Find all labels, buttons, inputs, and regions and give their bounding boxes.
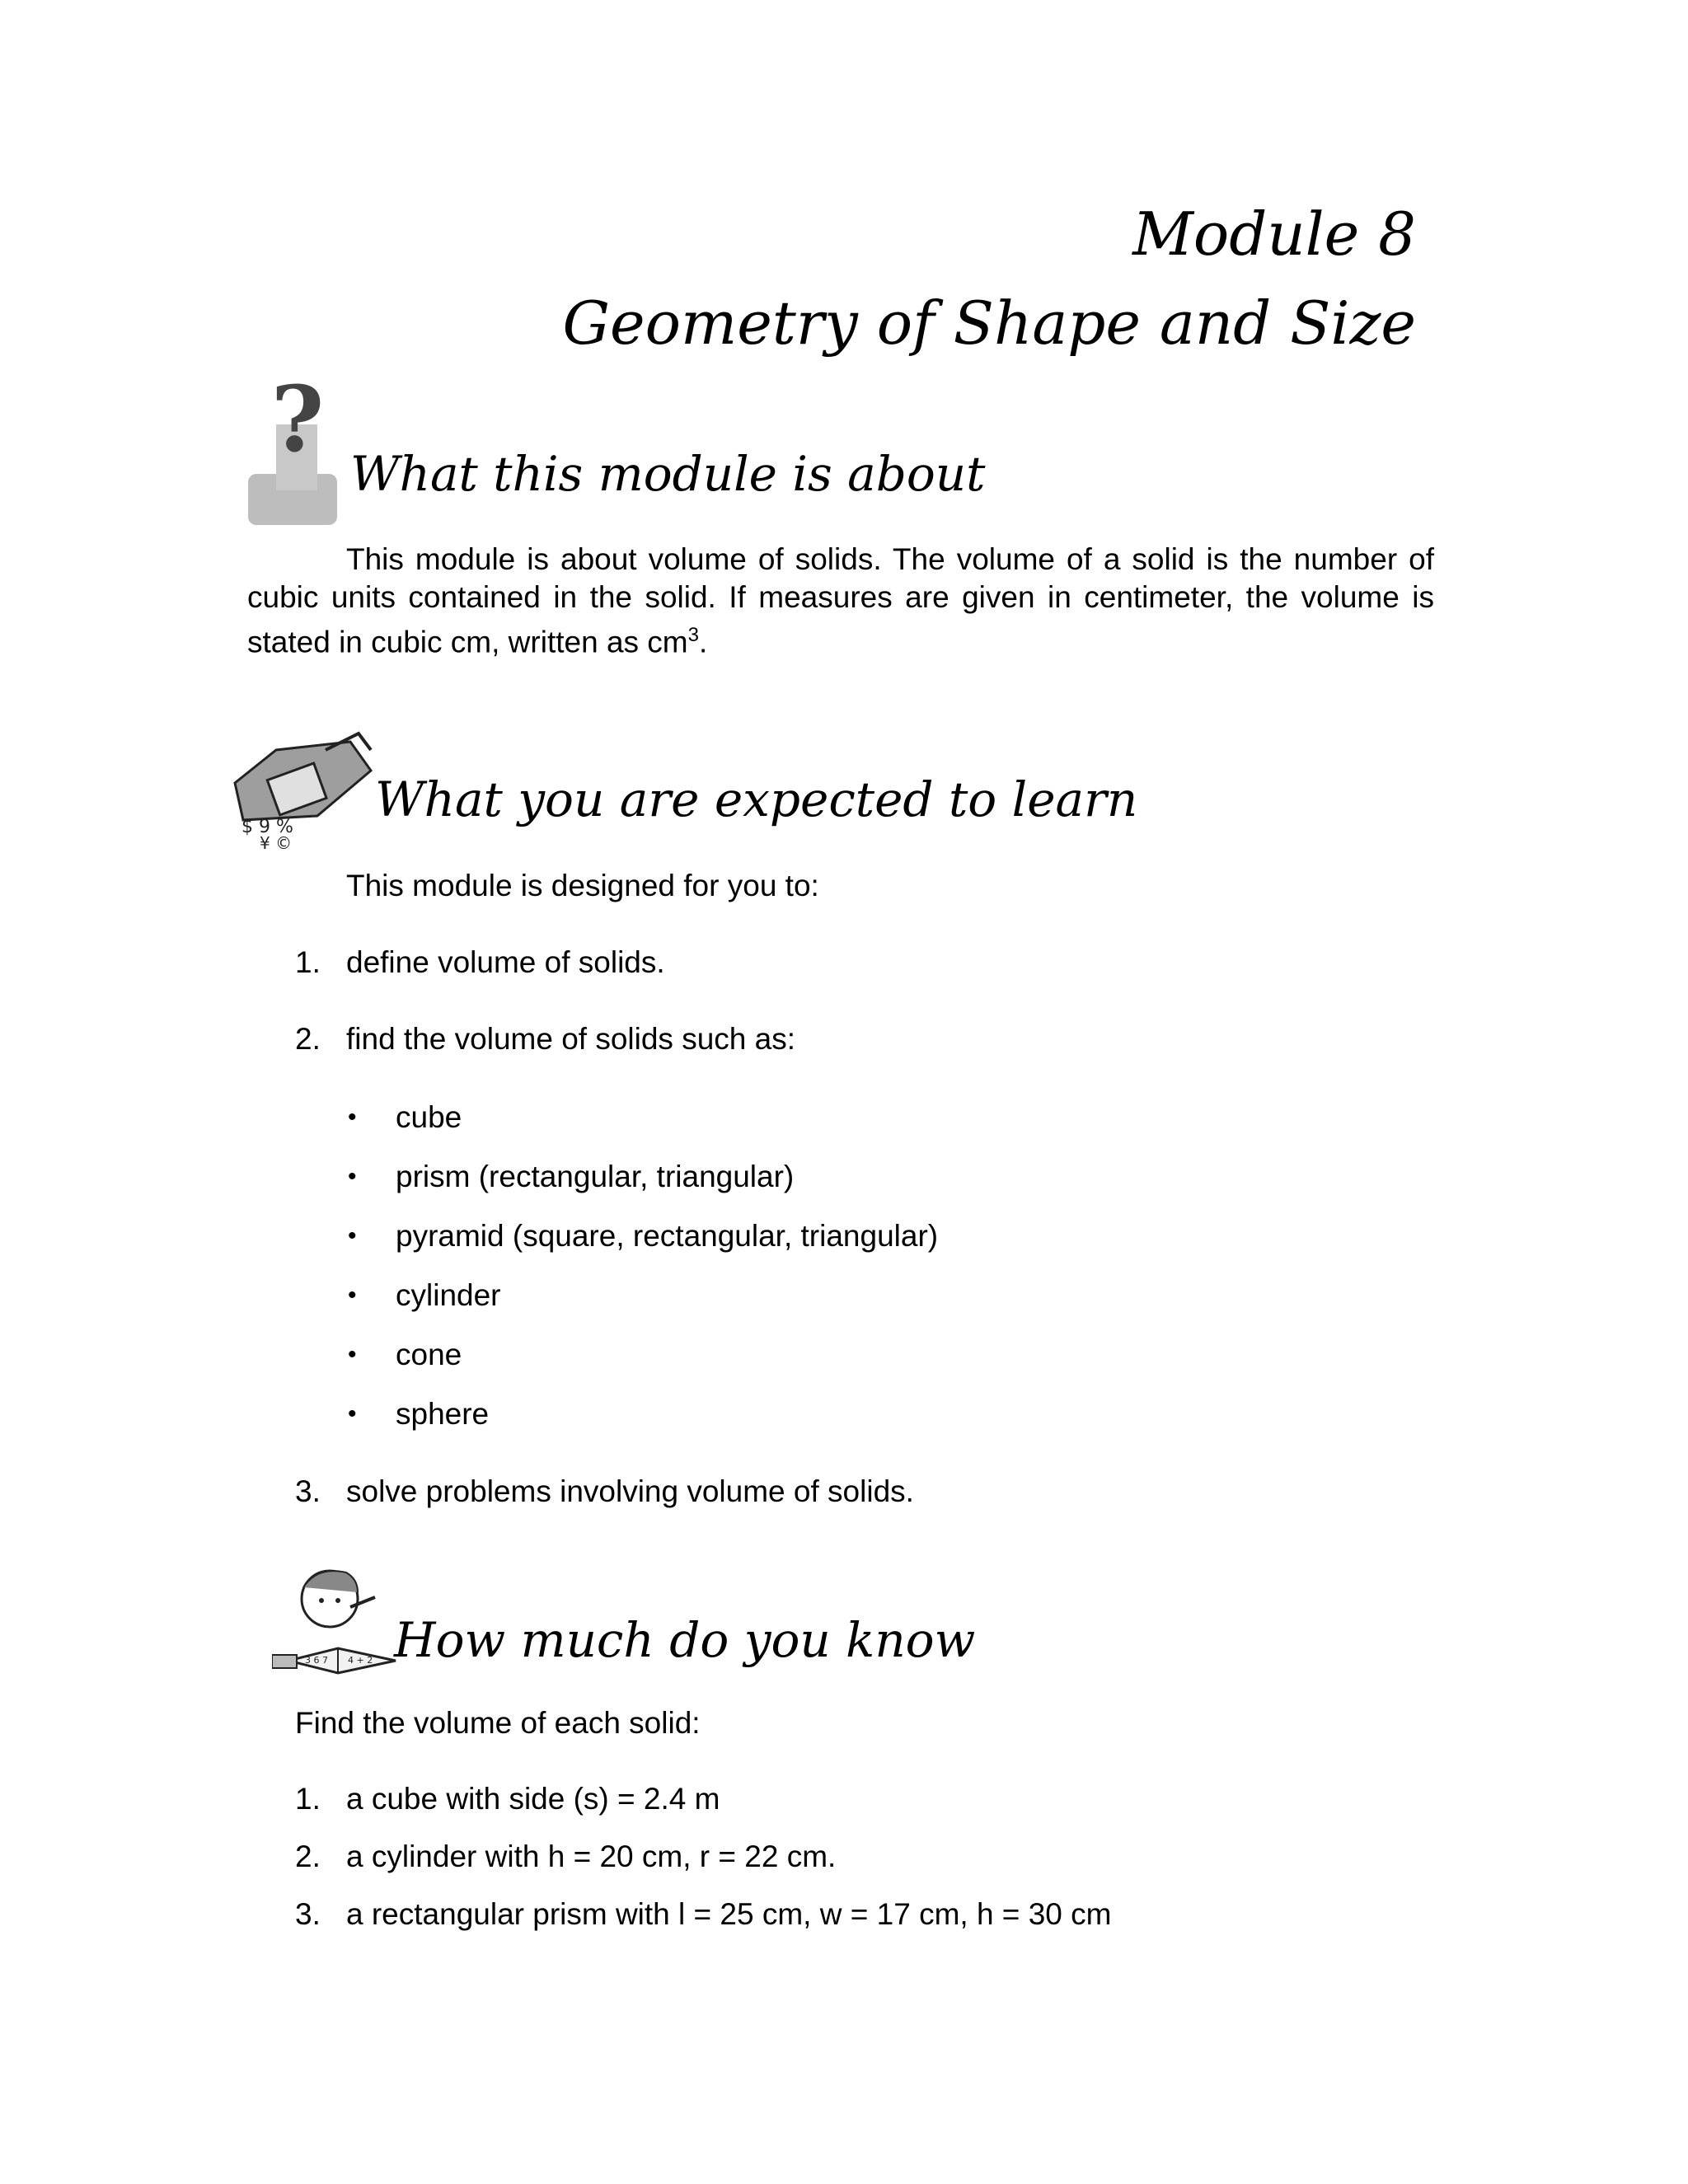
- question-mark-stand-icon: [243, 375, 350, 536]
- learn-intro: This module is designed for you to:: [346, 869, 819, 902]
- bullet-marker: •: [348, 1341, 357, 1368]
- module-subtitle: Geometry of Shape and Size: [562, 288, 1416, 358]
- about-text: This module is about volume of solids. The volume of a solid is the number of cubic units contained in the solid. If measures are given in centimeter, the volume is stated in cubic cm, written as cm: [247, 542, 1434, 659]
- svg-text:3 6 7: 3 6 7: [305, 1655, 328, 1666]
- know-item-2-text: a cylinder with h = 20 cm, r = 22 cm.: [346, 1840, 837, 1873]
- learn-item-1-text: define volume of solids.: [346, 945, 665, 979]
- module-title-block: [562, 190, 1416, 368]
- about-text-end: .: [698, 625, 708, 659]
- know-item-3-number: 3.: [295, 1897, 321, 1931]
- know-heading: How much do you know: [394, 1612, 976, 1668]
- svg-text:4 + 2: 4 + 2: [348, 1655, 373, 1666]
- bullet-marker: •: [348, 1163, 357, 1190]
- learn-item-2-text: find the volume of solids such as:: [346, 1022, 796, 1056]
- bullet-item-cube: cube: [396, 1100, 462, 1134]
- hands-calculator-icon: [227, 725, 379, 857]
- svg-text:$ 9 %: $ 9 %: [241, 817, 293, 837]
- about-superscript: 3: [687, 624, 699, 646]
- about-paragraph: [247, 541, 1434, 661]
- know-intro: Find the volume of each solid:: [295, 1706, 701, 1740]
- learn-item-1-number: 1.: [295, 945, 321, 979]
- bullet-marker: •: [348, 1400, 357, 1427]
- svg-text:?: ?: [270, 375, 325, 472]
- know-item-1-number: 1.: [295, 1782, 321, 1816]
- bullet-marker: •: [348, 1104, 357, 1131]
- about-heading: What this module is about: [350, 446, 986, 502]
- know-item-1-text: a cube with side (s) = 2.4 m: [346, 1782, 720, 1816]
- bullet-marker: •: [348, 1222, 357, 1249]
- bullet-item-prism: prism (rectangular, triangular): [396, 1160, 795, 1193]
- svg-text:¥ ©: ¥ ©: [260, 833, 293, 853]
- learn-item-3-text: solve problems involving volume of solids.: [346, 1474, 914, 1508]
- know-item-2-number: 2.: [295, 1840, 321, 1873]
- learn-item-3-number: 3.: [295, 1474, 321, 1508]
- bullet-item-cone: cone: [396, 1338, 462, 1371]
- learn-item-2-number: 2.: [295, 1022, 321, 1056]
- bullet-item-cylinder: cylinder: [396, 1278, 501, 1312]
- student-reading-icon: [272, 1558, 404, 1685]
- bullet-marker: •: [348, 1282, 357, 1309]
- know-item-3-text: a rectangular prism with l = 25 cm, w = 17 cm, h = 30 cm: [346, 1897, 1112, 1931]
- bullet-item-pyramid: pyramid (square, rectangular, triangular): [396, 1219, 939, 1253]
- bullet-item-sphere: sphere: [396, 1397, 490, 1431]
- module-number: Module 8: [1132, 199, 1416, 269]
- learn-heading: What you are expected to learn: [375, 771, 1138, 827]
